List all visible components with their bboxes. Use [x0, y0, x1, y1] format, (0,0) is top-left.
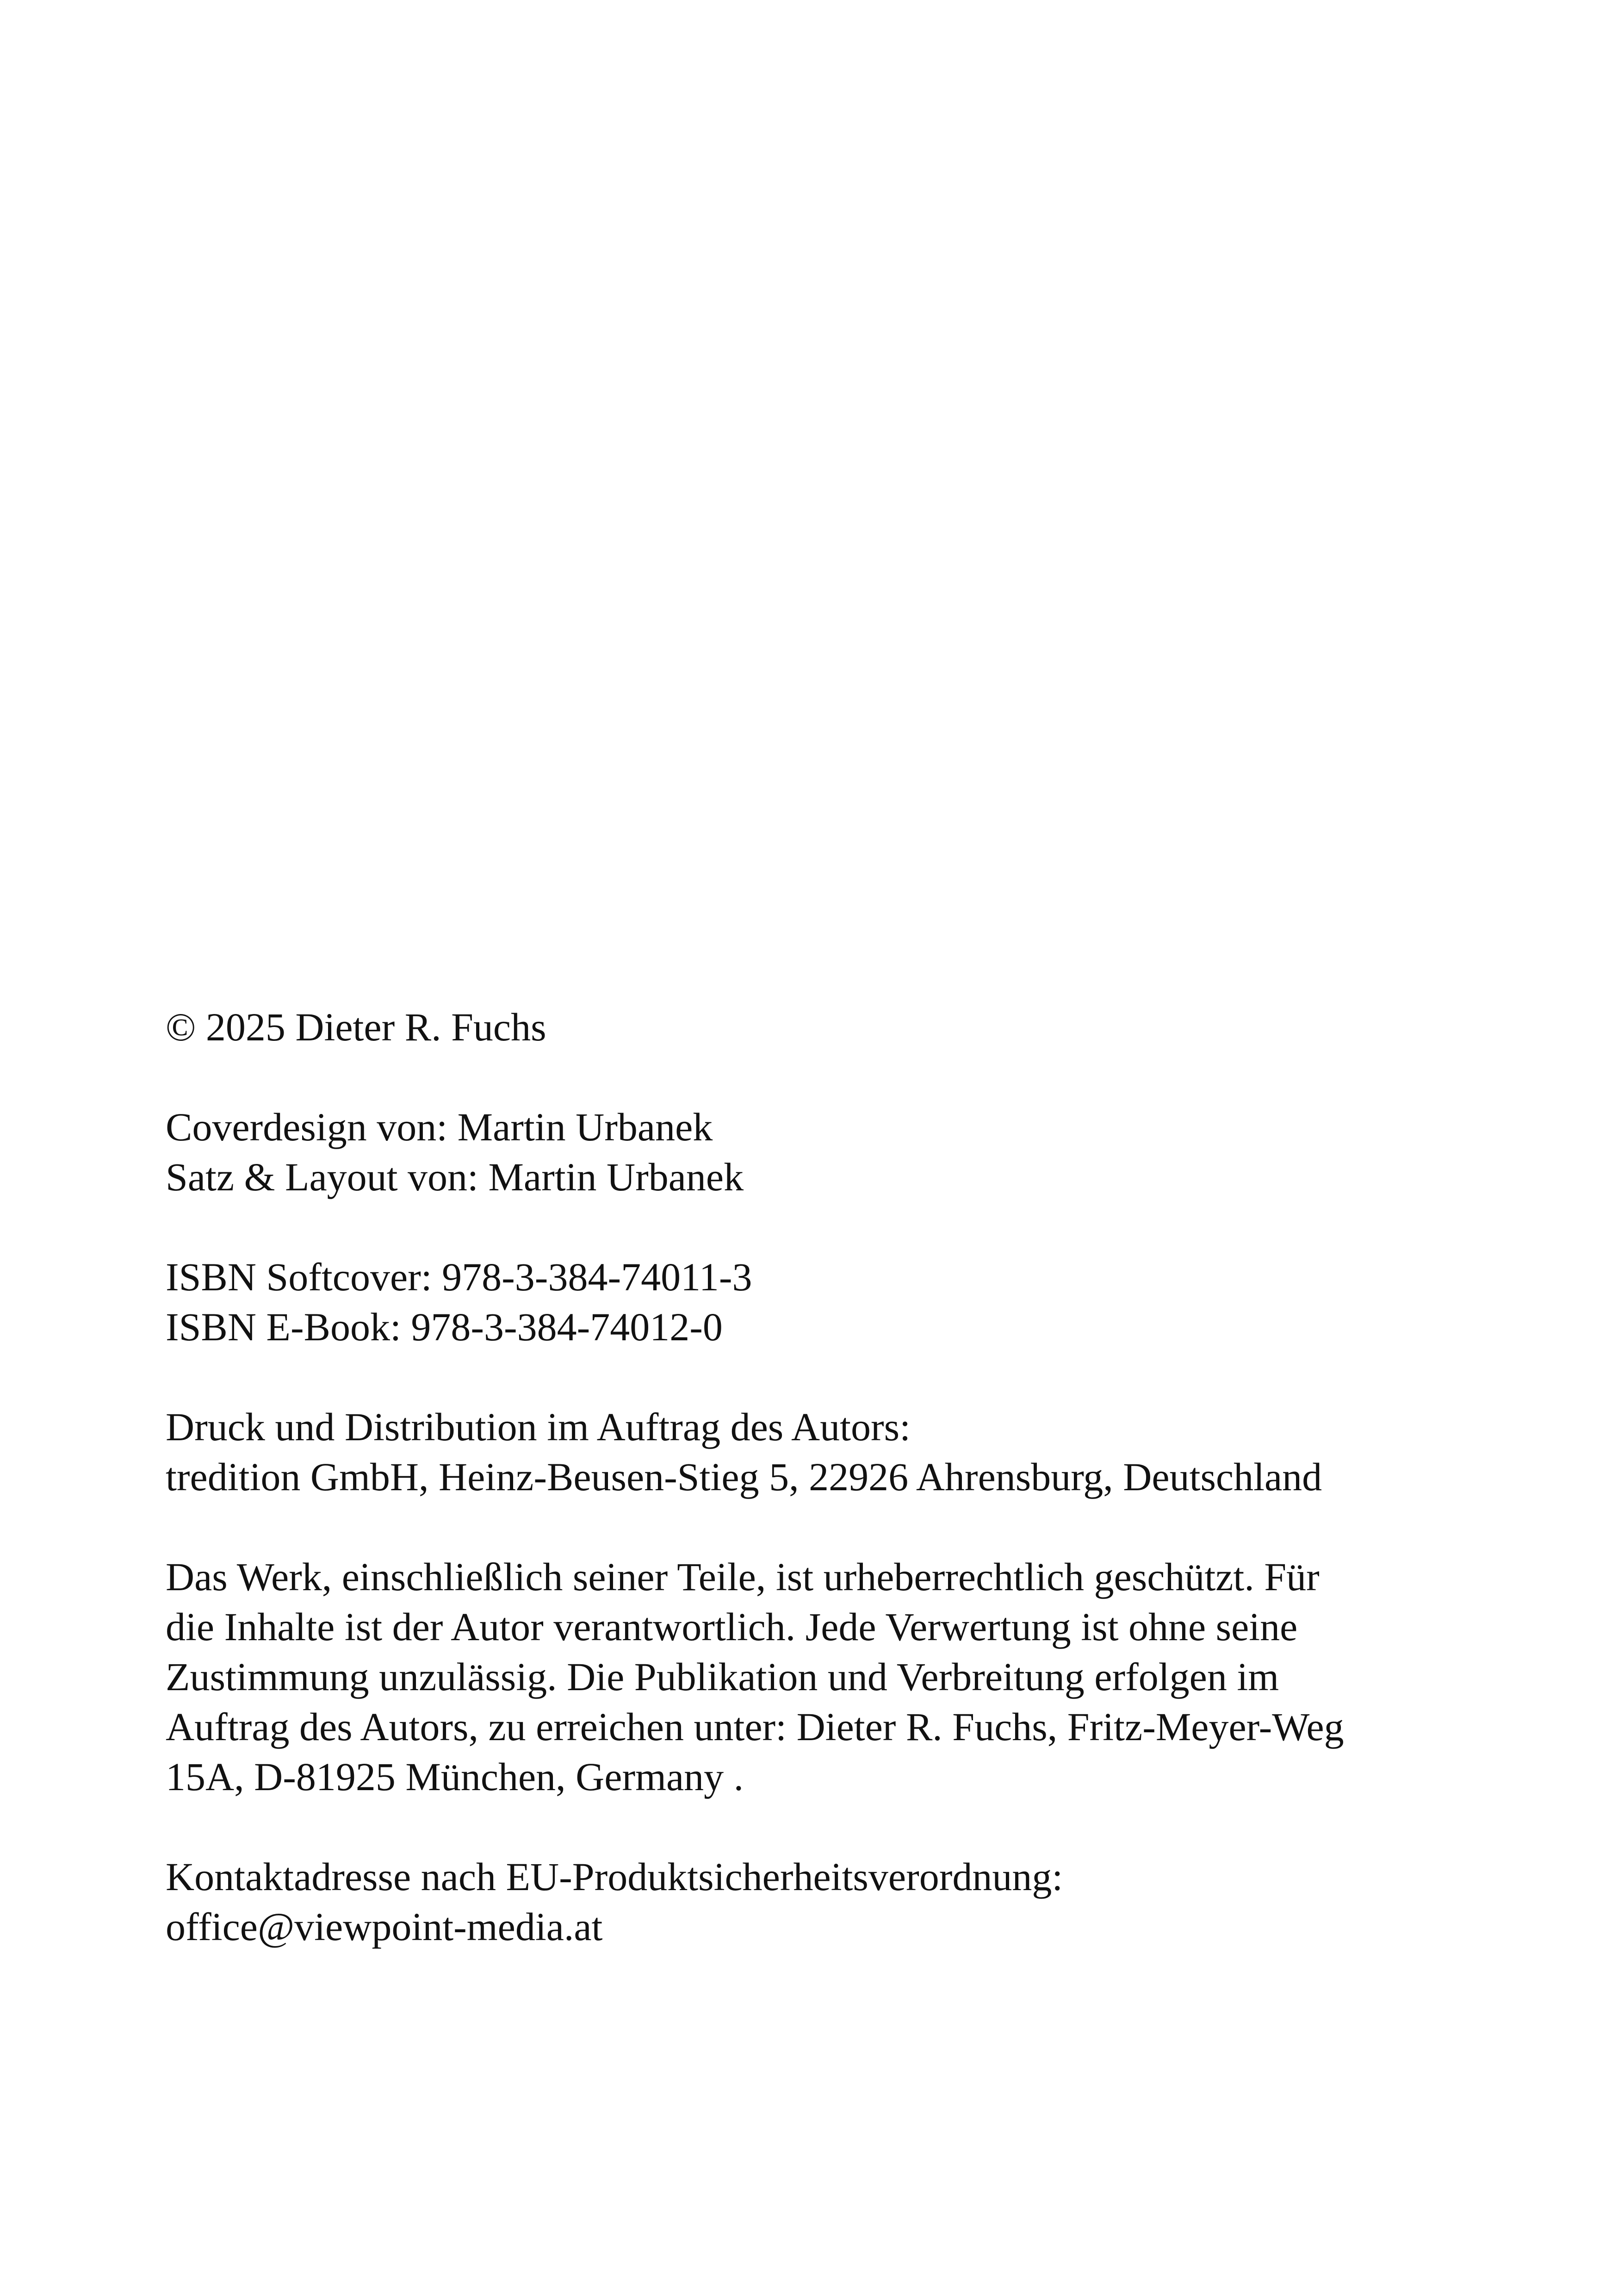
- layout-credit: Satz & Layout von: Martin Urbanek: [166, 1155, 744, 1199]
- rights-line: Das Werk, einschließlich seiner Teile, ist urheberrechtlich geschützt. Für: [166, 1555, 1320, 1599]
- rights-line: die Inhalte ist der Autor verantwortlich. Jede Verwertung ist ohne seine: [166, 1605, 1298, 1649]
- rights-line: Auftrag des Autors, zu erreichen unter: Dieter R. Fuchs, Fritz-Meyer-Weg: [166, 1705, 1344, 1749]
- distribution-heading: Druck und Distribution im Auftrag des Autors:: [166, 1405, 911, 1449]
- distribution-block: [166, 1402, 1461, 1502]
- credits-block: [166, 1102, 1461, 1202]
- rights-block: [166, 1552, 1461, 1802]
- isbn-block: [166, 1252, 1461, 1352]
- contact-email: office@viewpoint-media.at: [166, 1904, 603, 1949]
- copyright-notice: © 2025 Dieter R. Fuchs: [166, 1005, 546, 1049]
- contact-block: [166, 1852, 1461, 1952]
- distributor-address: tredition GmbH, Heinz-Beusen-Stieg 5, 22926 Ahrensburg, Deutschland: [166, 1455, 1322, 1499]
- isbn-softcover: ISBN Softcover: 978-3-384-74011-3: [166, 1255, 752, 1299]
- copyright-block: [166, 1002, 1461, 1052]
- rights-line: 15A, D-81925 München, Germany .: [166, 1755, 744, 1799]
- rights-line: Zustimmung unzulässig. Die Publikation und Verbreitung erfolgen im: [166, 1655, 1279, 1699]
- cover-design-credit: Coverdesign von: Martin Urbanek: [166, 1105, 713, 1149]
- isbn-ebook: ISBN E-Book: 978-3-384-74012-0: [166, 1305, 723, 1349]
- contact-heading: Kontaktadresse nach EU-Produktsicherheitsverordnung:: [166, 1854, 1063, 1899]
- imprint-text: [166, 1002, 1461, 2002]
